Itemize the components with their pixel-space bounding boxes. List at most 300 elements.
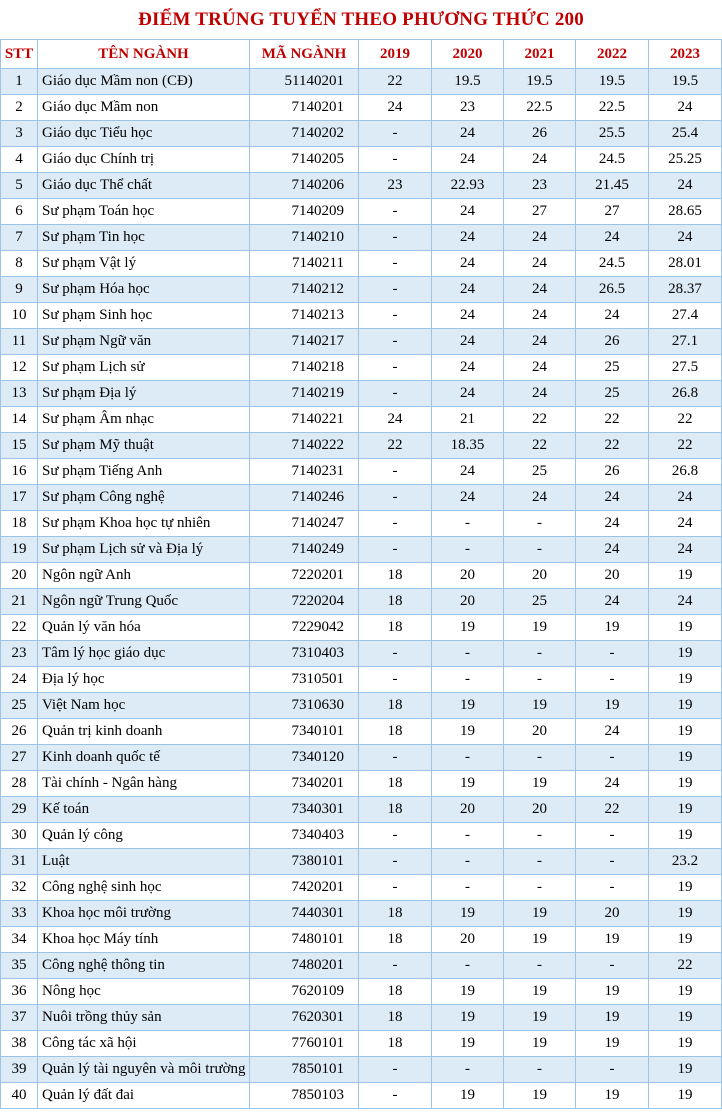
- table-row: [1, 693, 722, 719]
- cell-major-code: 7140201: [250, 95, 359, 121]
- cell-stt: 38: [1, 1031, 38, 1057]
- cell-2020: -: [432, 667, 504, 693]
- cell-2020: 24: [432, 303, 504, 329]
- cell-2019: 23: [359, 173, 432, 199]
- cell-major-name: Sư phạm Âm nhạc: [38, 407, 250, 433]
- cell-major-name: Quản trị kinh doanh: [38, 719, 250, 745]
- cell-2021: -: [504, 849, 576, 875]
- cell-major-code: 7440301: [250, 901, 359, 927]
- cell-2020: 20: [432, 927, 504, 953]
- cell-stt: 9: [1, 277, 38, 303]
- cell-2022: 25: [576, 355, 649, 381]
- cell-stt: 8: [1, 251, 38, 277]
- cell-2021: 24: [504, 485, 576, 511]
- cell-2021: 19: [504, 1083, 576, 1109]
- cell-2019: 18: [359, 771, 432, 797]
- cell-2022: 19: [576, 693, 649, 719]
- cell-major-code: 7140246: [250, 485, 359, 511]
- cell-2022: 24: [576, 771, 649, 797]
- cell-2022: 19.5: [576, 69, 649, 95]
- cell-2023: 27.1: [649, 329, 722, 355]
- cell-2019: 22: [359, 433, 432, 459]
- table-row: [1, 511, 722, 537]
- cell-2021: 19: [504, 615, 576, 641]
- header-year-2023: 2023: [649, 40, 722, 69]
- cell-2021: 23: [504, 173, 576, 199]
- table-row: [1, 953, 722, 979]
- cell-2019: 22: [359, 69, 432, 95]
- cell-major-code: 7140209: [250, 199, 359, 225]
- cell-major-name: Sư phạm Hóa học: [38, 277, 250, 303]
- cell-2020: 19: [432, 901, 504, 927]
- cell-2023: 19: [649, 667, 722, 693]
- cell-major-name: Quản lý đất đai: [38, 1083, 250, 1109]
- cell-2021: -: [504, 511, 576, 537]
- cell-major-code: 7140218: [250, 355, 359, 381]
- cell-2021: -: [504, 953, 576, 979]
- cell-2021: 20: [504, 719, 576, 745]
- cell-2021: 19.5: [504, 69, 576, 95]
- cell-2021: -: [504, 1057, 576, 1083]
- cell-2023: 28.65: [649, 199, 722, 225]
- cell-2023: 27.5: [649, 355, 722, 381]
- cell-2022: 24: [576, 537, 649, 563]
- cell-2021: 19: [504, 1031, 576, 1057]
- cell-major-name: Công tác xã hội: [38, 1031, 250, 1057]
- cell-2021: 24: [504, 251, 576, 277]
- cell-2019: 18: [359, 901, 432, 927]
- cell-major-code: 7620301: [250, 1005, 359, 1031]
- table-row: [1, 1083, 722, 1109]
- cell-2021: -: [504, 641, 576, 667]
- cell-2019: -: [359, 329, 432, 355]
- cell-2023: 19: [649, 1005, 722, 1031]
- cell-2019: -: [359, 1057, 432, 1083]
- cell-2023: 19: [649, 797, 722, 823]
- cell-2021: 22.5: [504, 95, 576, 121]
- cell-stt: 25: [1, 693, 38, 719]
- cell-2022: 20: [576, 563, 649, 589]
- cell-2022: -: [576, 641, 649, 667]
- cell-2020: 19: [432, 693, 504, 719]
- cell-major-code: 7760101: [250, 1031, 359, 1057]
- cell-2022: 27: [576, 199, 649, 225]
- cell-major-name: Sư phạm Địa lý: [38, 381, 250, 407]
- cell-2021: 25: [504, 589, 576, 615]
- cell-major-code: 7140202: [250, 121, 359, 147]
- cell-major-code: 7140213: [250, 303, 359, 329]
- cell-2023: 22: [649, 953, 722, 979]
- cell-2021: 27: [504, 199, 576, 225]
- cell-2022: 24.5: [576, 251, 649, 277]
- cell-2019: 24: [359, 95, 432, 121]
- cell-stt: 13: [1, 381, 38, 407]
- cell-2020: -: [432, 823, 504, 849]
- cell-2022: -: [576, 823, 649, 849]
- cell-major-code: 51140201: [250, 69, 359, 95]
- cell-major-code: 7220201: [250, 563, 359, 589]
- cell-major-code: 7340201: [250, 771, 359, 797]
- cell-2021: 25: [504, 459, 576, 485]
- cell-major-code: 7380101: [250, 849, 359, 875]
- cell-2019: -: [359, 225, 432, 251]
- cell-stt: 4: [1, 147, 38, 173]
- cell-major-name: Quản lý công: [38, 823, 250, 849]
- cell-2023: 24: [649, 173, 722, 199]
- cell-2020: 24: [432, 485, 504, 511]
- cell-2021: 24: [504, 277, 576, 303]
- cell-2020: 19: [432, 979, 504, 1005]
- cell-2023: 25.25: [649, 147, 722, 173]
- cell-2019: -: [359, 745, 432, 771]
- cell-2021: 26: [504, 121, 576, 147]
- cell-2023: 19: [649, 823, 722, 849]
- cell-2023: 24: [649, 485, 722, 511]
- header-year-2020: 2020: [432, 40, 504, 69]
- table-header-row: [1, 40, 722, 69]
- cell-2023: 19: [649, 1057, 722, 1083]
- cell-stt: 7: [1, 225, 38, 251]
- cell-2020: -: [432, 511, 504, 537]
- cell-major-code: 7850103: [250, 1083, 359, 1109]
- cell-2022: 19: [576, 615, 649, 641]
- cell-2021: 22: [504, 407, 576, 433]
- table-row: [1, 329, 722, 355]
- cell-2022: 20: [576, 901, 649, 927]
- cell-2020: 24: [432, 147, 504, 173]
- table-row: [1, 589, 722, 615]
- cell-2019: -: [359, 511, 432, 537]
- cell-2022: 22.5: [576, 95, 649, 121]
- cell-2021: -: [504, 745, 576, 771]
- cell-stt: 14: [1, 407, 38, 433]
- cell-2023: 28.01: [649, 251, 722, 277]
- table-row: [1, 563, 722, 589]
- cell-2020: -: [432, 641, 504, 667]
- cell-major-code: 7140212: [250, 277, 359, 303]
- cell-major-name: Sư phạm Lịch sử và Địa lý: [38, 537, 250, 563]
- cell-2022: 24: [576, 719, 649, 745]
- cell-2022: 25.5: [576, 121, 649, 147]
- cell-major-name: Sư phạm Tin học: [38, 225, 250, 251]
- cell-stt: 18: [1, 511, 38, 537]
- cell-major-code: 7620109: [250, 979, 359, 1005]
- cell-2019: 18: [359, 589, 432, 615]
- cell-2022: 22: [576, 407, 649, 433]
- table-row: [1, 1005, 722, 1031]
- cell-2021: 24: [504, 381, 576, 407]
- cell-major-name: Công nghệ sinh học: [38, 875, 250, 901]
- table-row: [1, 771, 722, 797]
- cell-2019: -: [359, 381, 432, 407]
- cell-2020: 24: [432, 121, 504, 147]
- table-row: [1, 121, 722, 147]
- cell-stt: 37: [1, 1005, 38, 1031]
- cell-2019: -: [359, 485, 432, 511]
- cell-2020: -: [432, 1057, 504, 1083]
- table-row: [1, 433, 722, 459]
- cell-2020: -: [432, 953, 504, 979]
- table-row: [1, 95, 722, 121]
- table-row: [1, 407, 722, 433]
- cell-stt: 40: [1, 1083, 38, 1109]
- cell-stt: 35: [1, 953, 38, 979]
- cell-2022: -: [576, 1057, 649, 1083]
- cell-major-name: Khoa học môi trường: [38, 901, 250, 927]
- header-major-code: MÃ NGÀNH: [250, 40, 359, 69]
- cell-2023: 28.37: [649, 277, 722, 303]
- cell-stt: 2: [1, 95, 38, 121]
- cell-stt: 3: [1, 121, 38, 147]
- cell-2023: 24: [649, 95, 722, 121]
- cell-2021: -: [504, 667, 576, 693]
- cell-2020: 19: [432, 1031, 504, 1057]
- cell-2022: 26.5: [576, 277, 649, 303]
- cell-2019: 18: [359, 979, 432, 1005]
- cell-major-name: Ngôn ngữ Trung Quốc: [38, 589, 250, 615]
- cell-2023: 23.2: [649, 849, 722, 875]
- cell-2020: 24: [432, 251, 504, 277]
- table-row: [1, 225, 722, 251]
- cell-major-name: Tâm lý học giáo dục: [38, 641, 250, 667]
- cell-2023: 19: [649, 563, 722, 589]
- table-row: [1, 641, 722, 667]
- cell-2020: 23: [432, 95, 504, 121]
- cell-2022: -: [576, 875, 649, 901]
- cell-major-code: 7140221: [250, 407, 359, 433]
- cell-2023: 19: [649, 719, 722, 745]
- cell-2020: 19: [432, 719, 504, 745]
- cell-2019: 18: [359, 719, 432, 745]
- cell-major-name: Sư phạm Toán học: [38, 199, 250, 225]
- cell-stt: 21: [1, 589, 38, 615]
- cell-major-name: Công nghệ thông tin: [38, 953, 250, 979]
- cell-major-name: Giáo dục Chính trị: [38, 147, 250, 173]
- cell-2021: 24: [504, 147, 576, 173]
- table-row: [1, 979, 722, 1005]
- table-row: [1, 485, 722, 511]
- cell-2023: 19: [649, 927, 722, 953]
- table-row: [1, 355, 722, 381]
- cell-2023: 19: [649, 1031, 722, 1057]
- cell-2023: 19: [649, 979, 722, 1005]
- cell-stt: 10: [1, 303, 38, 329]
- cell-2019: -: [359, 199, 432, 225]
- cell-2022: -: [576, 953, 649, 979]
- table-row: [1, 901, 722, 927]
- cell-2020: 19: [432, 1005, 504, 1031]
- table-row: [1, 615, 722, 641]
- table-row: [1, 1057, 722, 1083]
- cell-stt: 24: [1, 667, 38, 693]
- cell-2023: 19: [649, 641, 722, 667]
- cell-stt: 30: [1, 823, 38, 849]
- cell-2023: 26.8: [649, 381, 722, 407]
- cell-stt: 29: [1, 797, 38, 823]
- cell-2021: -: [504, 875, 576, 901]
- table-row: [1, 537, 722, 563]
- cell-2019: -: [359, 1083, 432, 1109]
- cell-2020: 19: [432, 1083, 504, 1109]
- cell-stt: 27: [1, 745, 38, 771]
- cell-2019: 18: [359, 563, 432, 589]
- cell-2023: 19: [649, 875, 722, 901]
- cell-2023: 19: [649, 1083, 722, 1109]
- cell-major-code: 7480201: [250, 953, 359, 979]
- cell-2019: 18: [359, 1005, 432, 1031]
- cell-major-code: 7140206: [250, 173, 359, 199]
- header-year-2022: 2022: [576, 40, 649, 69]
- cell-2020: 22.93: [432, 173, 504, 199]
- cell-major-name: Tài chính - Ngân hàng: [38, 771, 250, 797]
- cell-2020: -: [432, 849, 504, 875]
- header-major-name: TÊN NGÀNH: [38, 40, 250, 69]
- header-stt: STT: [1, 40, 38, 69]
- cell-major-code: 7140217: [250, 329, 359, 355]
- cell-2020: 21: [432, 407, 504, 433]
- cell-2019: -: [359, 459, 432, 485]
- cell-2023: 24: [649, 225, 722, 251]
- cell-major-code: 7140205: [250, 147, 359, 173]
- table-row: [1, 823, 722, 849]
- cell-2023: 22: [649, 407, 722, 433]
- cell-major-name: Sư phạm Công nghệ: [38, 485, 250, 511]
- cell-2021: 19: [504, 771, 576, 797]
- cell-major-name: Khoa học Máy tính: [38, 927, 250, 953]
- cell-major-code: 7220204: [250, 589, 359, 615]
- cell-2020: 24: [432, 277, 504, 303]
- header-year-2021: 2021: [504, 40, 576, 69]
- cell-stt: 22: [1, 615, 38, 641]
- page-title: ĐIỂM TRÚNG TUYỂN THEO PHƯƠNG THỨC 200: [138, 9, 584, 30]
- cell-stt: 28: [1, 771, 38, 797]
- cell-major-name: Nuôi trồng thủy sản: [38, 1005, 250, 1031]
- cell-2019: 18: [359, 693, 432, 719]
- table-row: [1, 459, 722, 485]
- cell-2020: 24: [432, 199, 504, 225]
- cell-stt: 34: [1, 927, 38, 953]
- cell-2021: 22: [504, 433, 576, 459]
- cell-2020: -: [432, 875, 504, 901]
- cell-2019: -: [359, 823, 432, 849]
- cell-2022: 19: [576, 1005, 649, 1031]
- admission-scores-table: [0, 39, 722, 1109]
- header-year-2019: 2019: [359, 40, 432, 69]
- cell-major-code: 7140210: [250, 225, 359, 251]
- cell-2022: 24: [576, 511, 649, 537]
- cell-2020: 24: [432, 459, 504, 485]
- cell-2020: 20: [432, 589, 504, 615]
- cell-stt: 31: [1, 849, 38, 875]
- cell-2019: -: [359, 251, 432, 277]
- table-row: [1, 303, 722, 329]
- cell-stt: 23: [1, 641, 38, 667]
- cell-major-code: 7140211: [250, 251, 359, 277]
- cell-major-name: Giáo dục Mầm non (CĐ): [38, 69, 250, 95]
- table-row: [1, 849, 722, 875]
- cell-2023: 19: [649, 693, 722, 719]
- cell-2023: 19: [649, 745, 722, 771]
- cell-major-code: 7340403: [250, 823, 359, 849]
- cell-2021: 19: [504, 901, 576, 927]
- cell-2021: -: [504, 823, 576, 849]
- cell-major-name: Sư phạm Lịch sử: [38, 355, 250, 381]
- cell-2021: 20: [504, 797, 576, 823]
- cell-stt: 11: [1, 329, 38, 355]
- table-row: [1, 381, 722, 407]
- table-row: [1, 173, 722, 199]
- cell-major-name: Việt Nam học: [38, 693, 250, 719]
- cell-2020: 24: [432, 225, 504, 251]
- cell-2019: -: [359, 537, 432, 563]
- cell-major-code: 7480101: [250, 927, 359, 953]
- cell-major-name: Giáo dục Mầm non: [38, 95, 250, 121]
- cell-2021: 19: [504, 927, 576, 953]
- cell-stt: 5: [1, 173, 38, 199]
- cell-stt: 32: [1, 875, 38, 901]
- table-row: [1, 667, 722, 693]
- cell-2021: 24: [504, 355, 576, 381]
- cell-major-name: Quản lý văn hóa: [38, 615, 250, 641]
- cell-2023: 25.4: [649, 121, 722, 147]
- table-row: [1, 927, 722, 953]
- cell-2023: 19: [649, 615, 722, 641]
- cell-2023: 27.4: [649, 303, 722, 329]
- cell-major-name: Sư phạm Mỹ thuật: [38, 433, 250, 459]
- cell-major-name: Địa lý học: [38, 667, 250, 693]
- cell-2019: 18: [359, 1031, 432, 1057]
- cell-2019: -: [359, 277, 432, 303]
- cell-major-name: Kinh doanh quốc tế: [38, 745, 250, 771]
- cell-2022: 26: [576, 329, 649, 355]
- table-row: [1, 69, 722, 95]
- cell-major-name: Kế toán: [38, 797, 250, 823]
- cell-stt: 1: [1, 69, 38, 95]
- cell-2019: 18: [359, 615, 432, 641]
- cell-2019: -: [359, 121, 432, 147]
- cell-2020: 24: [432, 381, 504, 407]
- cell-2020: 19: [432, 771, 504, 797]
- cell-2021: 24: [504, 329, 576, 355]
- cell-stt: 20: [1, 563, 38, 589]
- cell-major-name: Giáo dục Tiểu học: [38, 121, 250, 147]
- cell-stt: 17: [1, 485, 38, 511]
- cell-2019: -: [359, 667, 432, 693]
- cell-major-name: Quản lý tài nguyên và môi trường: [38, 1057, 250, 1083]
- cell-stt: 19: [1, 537, 38, 563]
- cell-major-code: 7140219: [250, 381, 359, 407]
- cell-major-name: Sư phạm Ngữ văn: [38, 329, 250, 355]
- cell-2020: 19.5: [432, 69, 504, 95]
- cell-major-code: 7340101: [250, 719, 359, 745]
- cell-2022: 24: [576, 485, 649, 511]
- cell-major-code: 7850101: [250, 1057, 359, 1083]
- cell-2023: 19: [649, 901, 722, 927]
- cell-2022: 24: [576, 303, 649, 329]
- cell-major-code: 7140247: [250, 511, 359, 537]
- cell-major-code: 7310501: [250, 667, 359, 693]
- cell-2019: 24: [359, 407, 432, 433]
- table-row: [1, 875, 722, 901]
- cell-major-code: 7229042: [250, 615, 359, 641]
- cell-2022: 19: [576, 1031, 649, 1057]
- table-body: [1, 69, 722, 1109]
- table-row: [1, 745, 722, 771]
- cell-major-code: 7340301: [250, 797, 359, 823]
- cell-major-name: Luật: [38, 849, 250, 875]
- cell-stt: 36: [1, 979, 38, 1005]
- cell-2022: 24: [576, 225, 649, 251]
